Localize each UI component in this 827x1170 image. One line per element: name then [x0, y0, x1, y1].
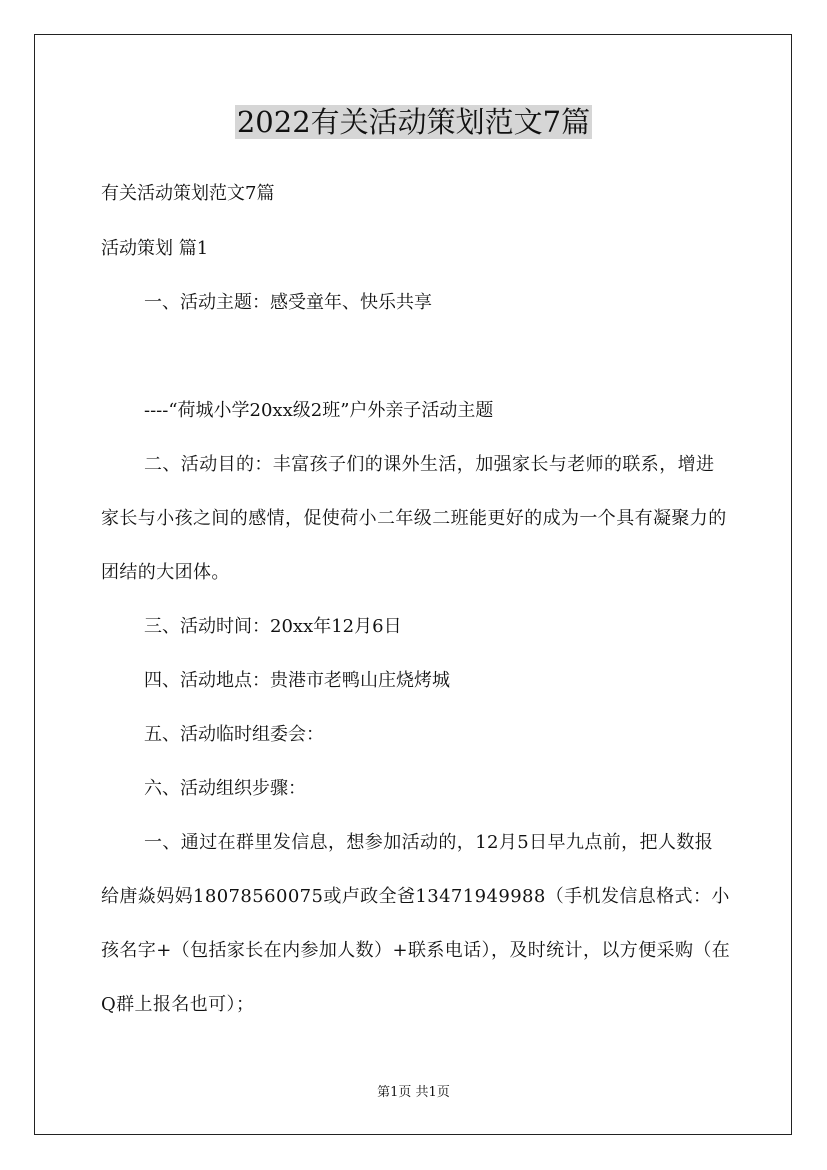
paragraph-theme-detail: ----“荷城小学20xx级2班”户外亲子活动主题 [144, 400, 494, 421]
document-title: 2022有关活动策划范文7篇 [236, 105, 591, 139]
paragraph-step-one: 一、通过在群里发信息，想参加活动的，12月5日早九点前，把人数报给唐焱妈妈18078560075或卢政全爸13471949988（手机发信息格式：小孩名字+（包括家长在内参加人数）+联系电话），及时统计，以方便采购（在Q群上报名也可）； [101, 832, 731, 1015]
paragraph-purpose: 二、活动目的：丰富孩子们的课外生活，加强家长与老师的联系，增进家长与小孩之间的感情，促使荷小二年级二班能更好的成为一个具有凝聚力的团结的大团体。 [101, 454, 727, 583]
paragraph-theme: 一、活动主题：感受童年、快乐共享 [144, 292, 432, 313]
paragraph-time: 三、活动时间：20xx年12月6日 [144, 616, 402, 637]
subtitle: 有关活动策划范文7篇 [101, 183, 275, 204]
paragraph-committee: 五、活动临时组委会： [144, 724, 324, 745]
page-footer: 第1页 共1页 [377, 1085, 450, 1100]
paragraph-steps: 六、活动组织步骤： [144, 778, 306, 799]
paragraph-location: 四、活动地点：贵港市老鸭山庄烧烤城 [144, 670, 450, 691]
section-heading: 活动策划 篇1 [101, 238, 209, 259]
